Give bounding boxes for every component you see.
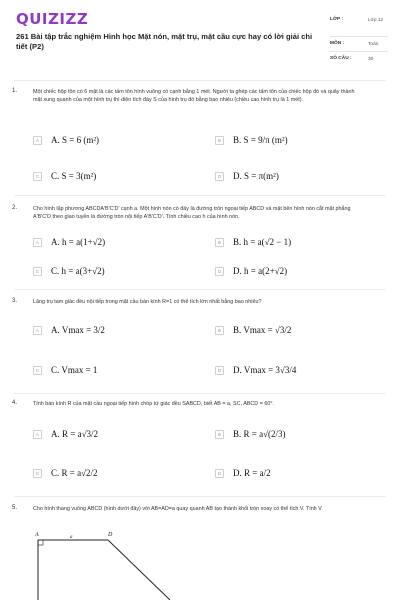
option-text: A. S = 6 (m²) — [51, 135, 100, 145]
option-box[interactable]: B — [215, 326, 224, 335]
option-text: B. R = a√(2/3) — [233, 429, 286, 439]
question-number: 1. — [12, 88, 18, 94]
question-text: Cho hình thang vuông ABCD (hình dưới đây) với AB=AD=a quay quanh AB tạo thành khối tròn xoay có thể tích V. Tính V — [33, 506, 322, 512]
question-number: 5. — [12, 505, 18, 511]
option-box[interactable]: D — [215, 172, 224, 181]
question-number: 4. — [12, 400, 18, 406]
option-text: C. Vmax = 1 — [51, 365, 98, 375]
side-label: a — [70, 535, 73, 540]
question-text: Tính bán kính R của mặt cầu ngoại tiếp hình chóp tứ giác đều SABCD, biết AB = a, SC, ABCD = 60°. — [33, 401, 274, 407]
option-text: B. Vmax = √3/2 — [233, 325, 292, 335]
option-text: A. h = a(1+√2) — [51, 237, 106, 247]
question-number: 2. — [12, 205, 18, 211]
option-box[interactable]: B — [215, 238, 224, 247]
page-header — [0, 0, 400, 78]
option-text: D. S = π(m²) — [233, 171, 279, 181]
option-text: D. h = a(2+√2) — [233, 266, 288, 276]
question-number: 3. — [12, 298, 18, 304]
divider — [14, 496, 386, 497]
count-value: 30 — [368, 57, 374, 62]
divider — [14, 393, 386, 394]
divider — [14, 195, 386, 196]
option-box[interactable]: A — [33, 136, 42, 145]
option-box[interactable]: D — [215, 469, 224, 478]
option-text: B. h = a(√2 − 1) — [233, 237, 292, 247]
vertex-label-d: D — [108, 532, 113, 538]
subject-label: MÔN : — [330, 41, 345, 46]
divider — [14, 80, 386, 81]
option-box[interactable]: C — [33, 469, 42, 478]
count-label: SỐ CÂU : — [330, 56, 352, 61]
class-label: LỚP : — [330, 17, 344, 22]
option-box[interactable]: B — [215, 136, 224, 145]
right-angle-mark — [38, 540, 43, 545]
vertex-label-a: A — [35, 532, 39, 538]
option-box[interactable]: B — [215, 430, 224, 439]
quizizz-logo: QUIZIZZ — [16, 10, 89, 28]
divider — [14, 289, 386, 290]
option-text: D. R = a/2 — [233, 468, 271, 478]
option-box[interactable]: C — [33, 267, 42, 276]
question-text: Lăng trụ tam giác đều nội tiếp trong mặt cầu bán kính R=1 có thể tích lớn nhất bằng bao nhiêu? — [33, 299, 262, 305]
class-value: Lớp 12 — [368, 18, 384, 23]
figure-edge — [108, 540, 170, 600]
option-text: C. h = a(3+√2) — [51, 266, 105, 276]
option-text: B. S = 9/π (m²) — [233, 135, 288, 145]
divider — [330, 51, 388, 52]
question-text: Một chiếc hộp tôn có 6 mặt là các tấm tôn hình vuông có cạnh bằng 1 mét. Người ta ghép các tấm tôn của chiếc hộp đó và quây thành mặt xung quanh của một hình trụ thì diện tích đáy S của hình trụ đó bằng bao nhiêu (chiều cao hình trụ là 1 mét). — [33, 89, 355, 103]
option-text: D. Vmax = 3√3/4 — [233, 365, 297, 375]
option-text: A. R = a√3/2 — [51, 429, 99, 439]
option-box[interactable]: D — [215, 267, 224, 276]
option-box[interactable]: C — [33, 172, 42, 181]
option-box[interactable]: C — [33, 366, 42, 375]
question-text: Cho hình lập phương ABCDA'B'C'D' cạnh a. Một hình nón có đáy là đường tròn ngoại tiếp ABCD và mặt bên hình nón cắt mặt phẳng A'B'C'D theo giao tuyến là đường tròn nội tiếp A'B'C'D'. Tính chiều cao h của hình nón. — [33, 206, 351, 220]
trapezoid-figure — [30, 528, 180, 600]
option-text: C. S = 3(m²) — [51, 171, 97, 181]
subject-value: Toán — [368, 42, 379, 47]
option-text: C. R = a√2/2 — [51, 468, 98, 478]
page-title: 261 Bài tập trắc nghiệm Hình học Mặt nón, mặt trụ, mặt cầu cực hay có lời giải chi tiết (P2) — [16, 32, 313, 51]
option-box[interactable]: A — [33, 238, 42, 247]
option-box[interactable]: A — [33, 326, 42, 335]
option-text: A. Vmax = 3/2 — [51, 325, 105, 335]
divider — [330, 36, 388, 37]
option-box[interactable]: A — [33, 430, 42, 439]
option-box[interactable]: D — [215, 366, 224, 375]
